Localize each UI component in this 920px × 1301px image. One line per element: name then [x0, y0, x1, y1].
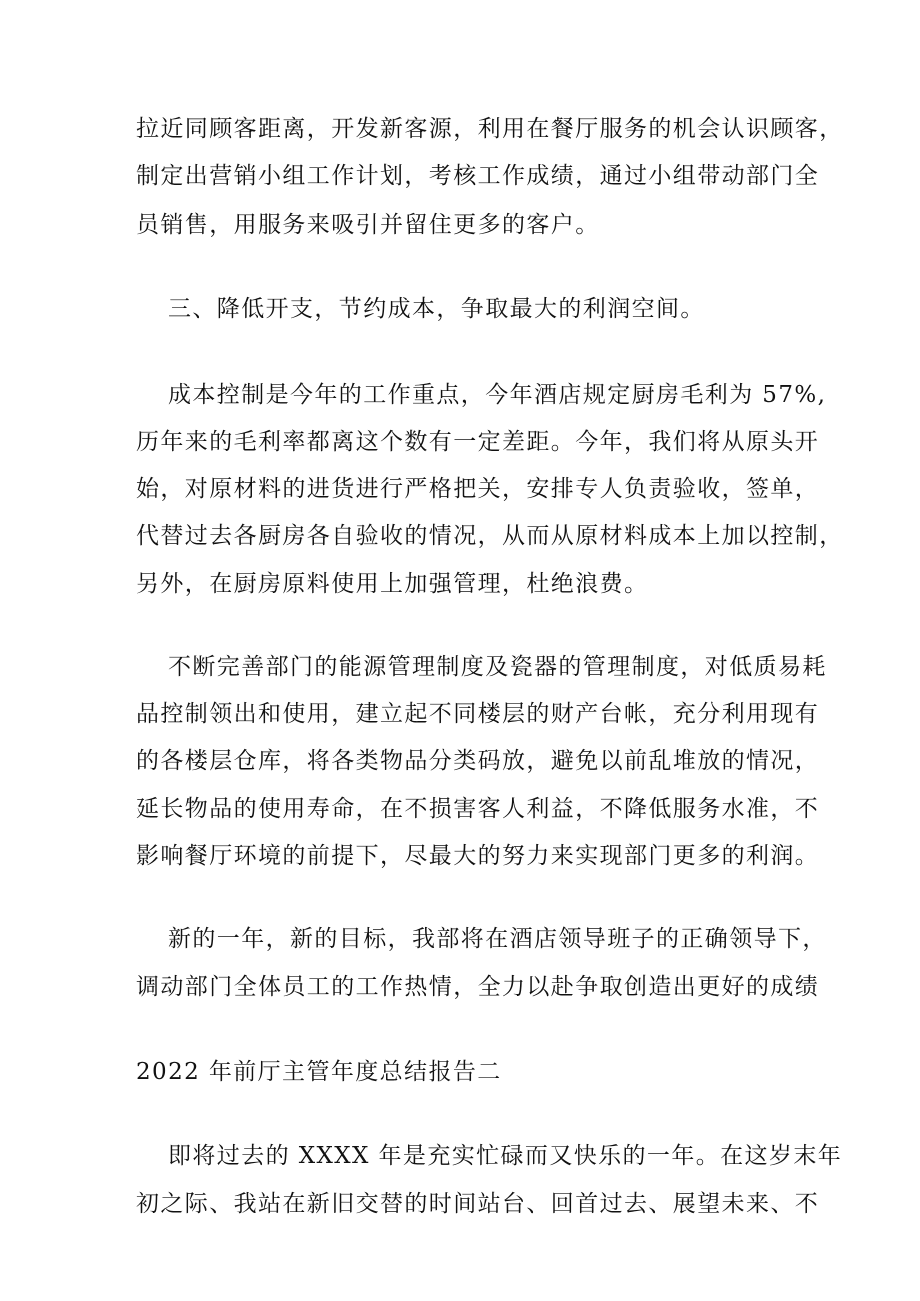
- text-line: 始，对原材料的进货进行严格把关，安排专人负责验收，签单，: [136, 476, 820, 502]
- text-line: 新的一年，新的目标，我部将在酒店领导班子的正确领导下，: [168, 926, 827, 952]
- text-line: 延长物品的使用寿命，在不损害客人利益，不降低服务水准，不: [136, 796, 820, 822]
- text-line: 历年来的毛利率都离这个数有一定差距。今年，我们将从原头开: [136, 429, 820, 455]
- text-line: 的各楼层仓库，将各类物品分类码放，避免以前乱堆放的情况，: [136, 748, 820, 774]
- text-line: 初之际、我站在新旧交替的时间站台、回首过去、展望未来、不: [136, 1191, 820, 1217]
- text-line: 另外，在厨房原料使用上加强管理，杜绝浪费。: [136, 571, 649, 597]
- text-line: 员销售，用服务来吸引并留住更多的客户。: [136, 212, 600, 238]
- report-title: 2022 年前厅主管年度总结报告二: [136, 1059, 502, 1085]
- text-line: 代替过去各厨房各自验收的情况，从而从原材料成本上加以控制，: [136, 523, 844, 549]
- text-line: 即将过去的 XXXX 年是充实忙碌而又快乐的一年。在这岁末年: [168, 1143, 843, 1169]
- text-line: 制定出营销小组工作计划，考核工作成绩，通过小组带动部门全: [136, 163, 820, 189]
- text-line: 拉近同顾客距离，开发新客源，利用在餐厅服务的机会认识顾客，: [136, 116, 844, 142]
- text-line: 成本控制是今年的工作重点，今年酒店规定厨房毛利为 57%,: [168, 382, 827, 408]
- text-line: 影响餐厅环境的前提下，尽最大的努力来实现部门更多的利润。: [136, 843, 820, 869]
- text-line: 不断完善部门的能源管理制度及瓷器的管理制度，对低质易耗: [168, 654, 827, 680]
- text-line: 调动部门全体员工的工作热情，全力以赴争取创造出更好的成绩: [136, 974, 820, 1000]
- section-heading: 三、降低开支，节约成本，争取最大的利润空间。: [168, 296, 705, 322]
- text-line: 品控制领出和使用，建立起不同楼层的财产台帐，充分利用现有: [136, 701, 820, 727]
